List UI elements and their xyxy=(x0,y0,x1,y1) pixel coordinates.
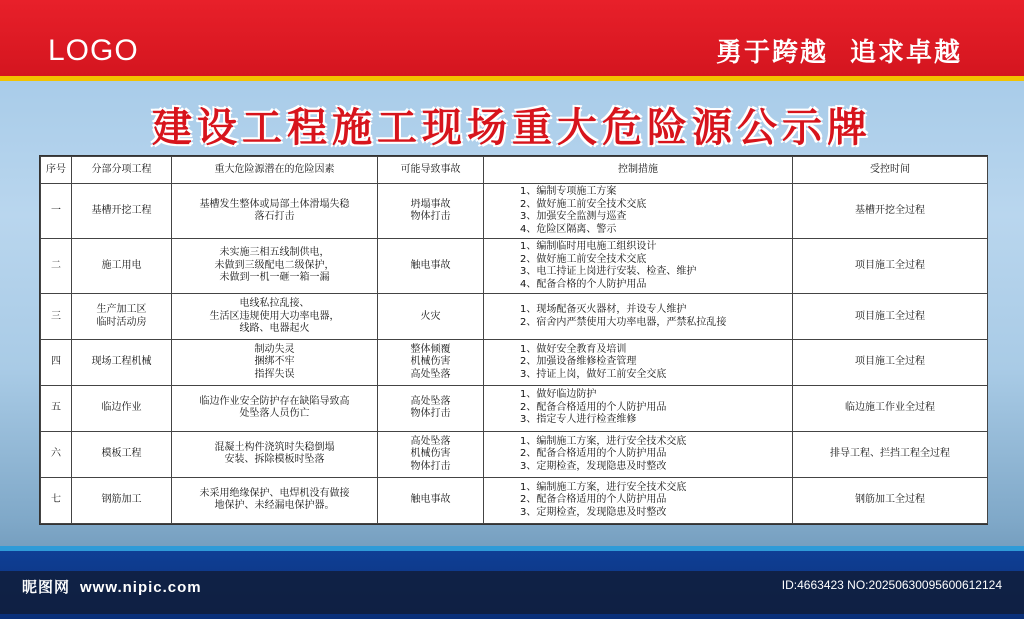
cell-line: 4、危险区隔离、警示 xyxy=(520,223,617,235)
cell-line: 2、配备合格适用的个人防护用品 xyxy=(520,401,667,413)
slogan-part-2: 追求卓越 xyxy=(849,38,962,68)
cell-line: 2、配备合格适用的个人防护用品 xyxy=(520,448,667,459)
column-header-hazard: 重大危险源潜在的危险因素 xyxy=(172,157,378,184)
cell-line: 临边作业安全防护存在缺陷导致高 xyxy=(199,395,350,407)
cell-time: 项目施工全过程 xyxy=(793,239,988,294)
cell-line: 临边作业 xyxy=(101,401,142,413)
cell-time: 项目施工全过程 xyxy=(793,294,988,340)
cell-accident xyxy=(378,340,484,385)
cell-measures xyxy=(484,477,793,523)
cell-project xyxy=(72,477,172,523)
cell-accident xyxy=(378,239,484,294)
cell-accident xyxy=(378,431,484,477)
cell-line: 钢筋加工 xyxy=(101,494,142,506)
cell-line: 电线私拉乱接、 xyxy=(239,298,310,310)
cell-line: 未做到一机一砸一箱一漏 xyxy=(219,272,330,284)
cell-hazard xyxy=(172,184,378,239)
cell-hazard xyxy=(172,239,378,294)
cell-line: 2、宿舍内严禁使用大功率电器，严禁私拉乱接 xyxy=(520,316,727,328)
cell-no: 六 xyxy=(41,431,72,477)
cell-line: 3、持证上岗，做好工前安全交底 xyxy=(520,368,667,380)
slogan-part-1: 勇于跨越 xyxy=(715,38,828,68)
cell-no: 七 xyxy=(41,477,72,523)
cell-line: 未采用绝缘保护、电焊机没有做接 xyxy=(199,487,350,499)
cell-line: 1、现场配备灭火器材，并设专人维护 xyxy=(520,304,687,316)
cell-line: 生活区违规使用大功率电器， xyxy=(209,310,340,322)
cell-measures xyxy=(484,385,793,431)
cell-hazard xyxy=(172,431,378,477)
cell-project xyxy=(72,431,172,477)
cell-project xyxy=(72,184,172,239)
column-header-measures: 控制措施 xyxy=(484,157,793,184)
cell-line: 未实施三相五线制供电， xyxy=(219,247,330,259)
cell-line: 生产加工区 xyxy=(96,304,147,316)
cell-line: 整体倾覆 xyxy=(410,343,451,355)
cell-no: 二 xyxy=(41,239,72,294)
cell-line: 地保护、未经漏电保护器。 xyxy=(214,500,335,512)
cell-line: 机械伤害 xyxy=(410,448,451,459)
table-row xyxy=(41,294,988,340)
cell-line: 未做到三级配电二级保护， xyxy=(214,259,335,271)
cell-line: 高处坠落 xyxy=(410,435,451,447)
cell-line: 混凝土构件浇筑时失稳倒塌 xyxy=(214,441,335,453)
table-body xyxy=(41,184,988,524)
cell-line: 坍塌事故 xyxy=(410,198,451,210)
cell-hazard xyxy=(172,385,378,431)
cell-line: 触电事故 xyxy=(410,494,451,506)
cell-no: 四 xyxy=(41,340,72,385)
cell-line: 施工用电 xyxy=(101,259,142,271)
cell-line: 触电事故 xyxy=(410,259,451,271)
cell-line: 捆绑不牢 xyxy=(254,356,295,368)
cell-line: 2、做好施工前安全技术交底 xyxy=(520,198,647,210)
cell-line: 1、编制专项施工方案 xyxy=(520,186,617,198)
cell-time: 排导工程、拦挡工程全过程 xyxy=(793,431,988,477)
cell-line: 制动失灵 xyxy=(254,343,295,355)
cell-line: 2、做好施工前安全技术交底 xyxy=(520,253,647,265)
cell-no: 三 xyxy=(41,294,72,340)
cell-no: 一 xyxy=(41,184,72,239)
cell-line: 基槽开挖工程 xyxy=(91,204,152,216)
table-row xyxy=(41,431,988,477)
cell-time: 临边施工作业全过程 xyxy=(793,385,988,431)
cell-line: 现场工程机械 xyxy=(91,356,152,368)
cell-measures xyxy=(484,294,793,340)
header-banner xyxy=(0,0,1024,81)
cell-time: 项目施工全过程 xyxy=(793,340,988,385)
cell-line: 高处坠落 xyxy=(410,368,451,380)
watermark-site-name: 昵图网 xyxy=(22,578,71,596)
cell-line: 1、做好安全教育及培训 xyxy=(520,343,627,355)
column-header-project: 分部分项工程 xyxy=(72,157,172,184)
cell-line: 机械伤害 xyxy=(410,356,451,368)
table-row xyxy=(41,239,988,294)
cell-no: 五 xyxy=(41,385,72,431)
cell-line: 安装、拆除模板时坠落 xyxy=(224,454,325,466)
cell-accident xyxy=(378,294,484,340)
cell-project xyxy=(72,294,172,340)
cell-hazard xyxy=(172,294,378,340)
cell-line: 3、电工持证上岗进行安装、检查、维护 xyxy=(520,266,697,278)
cell-line: 线路、电器起火 xyxy=(239,323,310,335)
cell-accident xyxy=(378,385,484,431)
cell-project xyxy=(72,239,172,294)
cell-line: 1、编制临时用电施工组织设计 xyxy=(520,241,657,253)
cell-line: 模板工程 xyxy=(101,448,142,459)
table-row xyxy=(41,385,988,431)
hazard-table-container xyxy=(39,155,988,525)
cell-measures xyxy=(484,431,793,477)
cell-line: 3、指定专人进行检查维修 xyxy=(520,414,637,426)
cell-measures xyxy=(484,239,793,294)
cell-accident xyxy=(378,477,484,523)
slogan xyxy=(716,32,962,69)
hazard-table xyxy=(40,156,988,524)
cell-measures xyxy=(484,340,793,385)
column-header-accident: 可能导致事故 xyxy=(378,157,484,184)
watermark-id: ID:4663423 NO:20250630095600612124 xyxy=(781,578,1002,592)
cell-line: 3、加强安全监测与巡查 xyxy=(520,211,627,223)
cell-line: 3、定期检查，发现隐患及时整改 xyxy=(520,506,667,518)
cell-line: 2、加强设备维修检查管理 xyxy=(520,356,637,368)
cell-accident xyxy=(378,184,484,239)
table-row xyxy=(41,340,988,385)
column-header-time: 受控时间 xyxy=(793,157,988,184)
cell-time: 钢筋加工全过程 xyxy=(793,477,988,523)
cell-line: 4、配备合格的个人防护用品 xyxy=(520,278,647,290)
watermark-url: www.nipic.com xyxy=(80,579,202,596)
cell-line: 1、编制施工方案，进行安全技术交底 xyxy=(520,481,687,493)
cell-line: 处坠落人员伤亡 xyxy=(239,408,310,420)
cell-line: 物体打击 xyxy=(410,408,451,420)
cell-hazard xyxy=(172,477,378,523)
table-row xyxy=(41,477,988,523)
cell-line: 落石打击 xyxy=(254,211,295,223)
cell-measures xyxy=(484,184,793,239)
watermark-site xyxy=(22,576,202,597)
cell-line: 3、定期检查，发现隐患及时整改 xyxy=(520,460,667,472)
table-header-row xyxy=(41,157,988,184)
cell-line: 1、做好临边防护 xyxy=(520,389,597,401)
cell-line: 物体打击 xyxy=(410,211,451,223)
cell-line: 临时活动房 xyxy=(96,316,147,328)
cell-project xyxy=(72,340,172,385)
cell-line: 高处坠落 xyxy=(410,395,451,407)
column-header-no: 序号 xyxy=(41,157,72,184)
board-title: 建设工程施工现场重大危险源公示牌 xyxy=(152,105,872,151)
table-row xyxy=(41,184,988,239)
cell-line: 1、编制施工方案，进行安全技术交底 xyxy=(520,435,687,447)
cell-time: 基槽开挖全过程 xyxy=(793,184,988,239)
cell-line: 火灾 xyxy=(420,310,441,322)
cell-hazard xyxy=(172,340,378,385)
cell-line: 物体打击 xyxy=(410,460,451,472)
cell-line: 基槽发生整体或局部土体滑塌失稳 xyxy=(199,198,350,210)
cell-project xyxy=(72,385,172,431)
cell-line: 2、配备合格适用的个人防护用品 xyxy=(520,494,667,506)
cell-line: 指挥失误 xyxy=(254,368,295,380)
logo: LOGO xyxy=(48,34,139,67)
